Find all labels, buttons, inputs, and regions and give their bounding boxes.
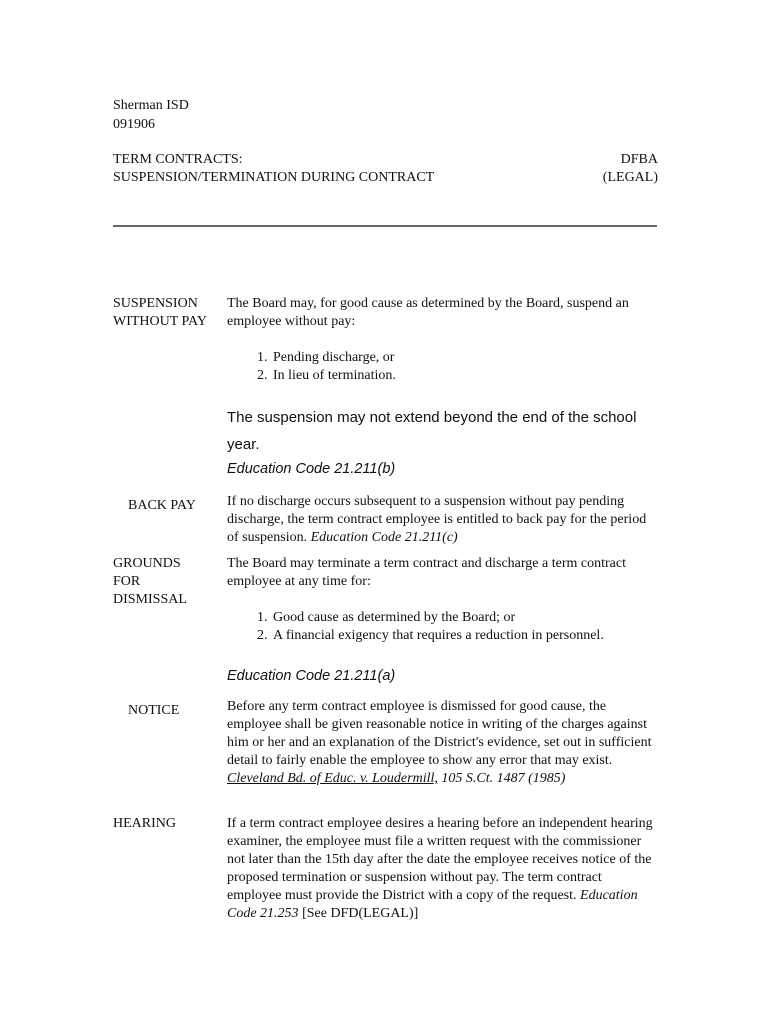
notice-case-name: Cleveland Bd. of Educ. v. Loudermill, <box>227 771 438 786</box>
heading-grounds-line3: DISMISSAL <box>113 592 187 607</box>
district-name: Sherman ISD <box>113 98 189 113</box>
heading-notice: NOTICE <box>128 703 180 718</box>
list-item: 1. Pending discharge, or <box>271 349 703 367</box>
notice-case-citation: 105 S.Ct. 1487 (1985) <box>441 771 566 786</box>
policy-title-line2: SUSPENSION/TERMINATION DURING CONTRACT <box>113 170 435 185</box>
hearing-paragraph <box>227 815 659 923</box>
suspension-list <box>227 349 703 385</box>
suspension-paragraph: The Board may, for good cause as determined by the Board, suspend an employee without pay: <box>227 296 629 329</box>
heading-suspension-line2: WITHOUT PAY <box>113 314 207 329</box>
policy-code-type: (LEGAL) <box>602 170 658 185</box>
hearing-text: If a term contract employee desires a hearing before an independent hearing examiner, the employee must file a written request with the commissioner not later than the 15th day after the date the employee receives notice of the proposed termination or suspension without pay. The term contract employee must provide the District with a copy of the request. <box>227 816 653 903</box>
heading-grounds-line1: GROUNDS <box>113 556 181 571</box>
heading-suspension-line1: SUSPENSION <box>113 296 198 311</box>
grounds-list <box>227 609 703 645</box>
hearing-see-also: [See DFD(LEGAL)] <box>302 906 419 921</box>
policy-code: DFBA <box>620 152 658 167</box>
back-pay-text: If no discharge occurs subsequent to a suspension without pay pending discharge, the term contract employee is entitled to back pay for the period of suspension. <box>227 494 647 545</box>
heading-grounds <box>113 555 223 609</box>
list-item: 2. A financial exigency that requires a reduction in personnel. <box>271 627 703 645</box>
back-pay-citation: Education Code 21.211(c) <box>310 530 458 545</box>
suspension-extra-text: The suspension may not extend beyond the end of the school year. <box>227 409 637 453</box>
list-item: 1. Good cause as determined by the Board; or <box>271 609 703 627</box>
back-pay-paragraph <box>227 493 659 547</box>
policy-title-line1: TERM CONTRACTS: <box>113 152 243 167</box>
list-item: 2. In lieu of termination. <box>271 367 703 385</box>
heading-hearing: HEARING <box>113 816 176 831</box>
date-code: 091906 <box>113 117 155 132</box>
notice-paragraph <box>227 698 659 788</box>
suspension-citation: Education Code 21.211(b) <box>227 461 396 477</box>
heading-back-pay: BACK PAY <box>128 498 196 513</box>
grounds-paragraph: The Board may terminate a term contract and discharge a term contract employee at any time for: <box>227 556 626 589</box>
heading-suspension <box>113 295 223 331</box>
hearing-citation: Education Code 21.253 <box>227 888 638 921</box>
notice-text: Before any term contract employee is dismissed for good cause, the employee shall be given reasonable notice in writing of the charges against him or her and an explanation of the District's evidence, set out in sufficient detail to fairly enable the employee to show any error that may exist. <box>227 699 652 768</box>
grounds-citation: Education Code 21.211(a) <box>227 668 396 684</box>
heading-grounds-line2: FOR <box>113 574 141 589</box>
header-divider <box>113 225 657 227</box>
